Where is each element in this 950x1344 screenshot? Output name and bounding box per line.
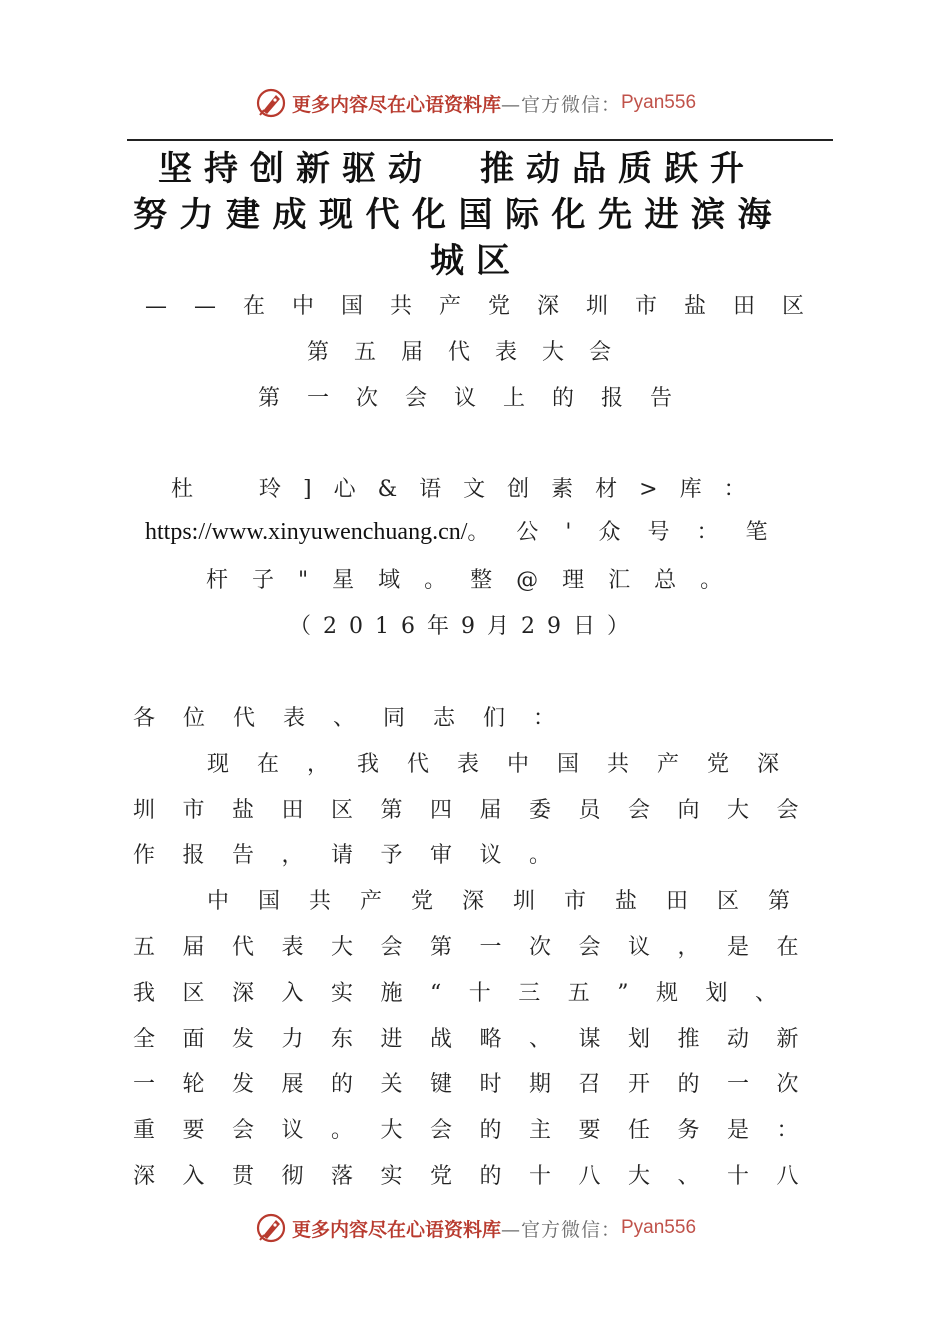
pen-nib-logo-icon [254, 86, 288, 120]
title-line-1: 坚持创新驱动 推动品质跃升 [158, 149, 756, 189]
watermark-main-text: 更多内容尽在心语资料库 [291, 93, 501, 116]
paragraph-2-line-5: 一轮发展的关键时期召开的一次 [133, 1072, 827, 1097]
author-line-1: 杜 玲]心&语文创素材>库： [171, 477, 768, 502]
title-line-3: 城区 [430, 241, 522, 281]
paragraph-2-line-4: 全面发力东进战略、谋划推动新 [133, 1027, 827, 1052]
paragraph-2-line-6: 重要会议。大会的主要任务是： [133, 1118, 827, 1143]
watermark-wechat-id: Pyan556 [621, 92, 697, 113]
salutation: 各位代表、同志们： [133, 706, 584, 731]
watermark-banner-bottom [0, 1208, 950, 1248]
paragraph-1-line-3: 作报告，请予审议。 [133, 843, 579, 868]
title-line-2: 努力建成现代化国际化先进滨海 [133, 195, 784, 235]
watermark-banner-top [0, 83, 950, 123]
subtitle-line-3: 第一次会议上的报告 [258, 386, 700, 411]
paragraph-2-line-2: 五届代表大会第一次会议，是在 [133, 935, 827, 960]
paragraph-2-line-7: 深入贯彻落实党的十八大、十八 [133, 1164, 827, 1189]
watermark-main-text: 更多内容尽在心语资料库 [291, 1218, 501, 1241]
report-date: （2016年9月29日） [289, 614, 641, 639]
source-url-link[interactable]: https://www.xinyuwenchuang.cn/ [145, 519, 468, 545]
pen-nib-logo-icon [254, 1211, 288, 1245]
author-line-2-rest: 。公'众号：笔 [467, 520, 795, 545]
paragraph-1-line-2: 圳市盐田区第四届委员会向大会 [133, 798, 827, 823]
author-line-2 [145, 515, 794, 546]
watermark-separator-text: —官方微信： [500, 1218, 621, 1241]
watermark-wechat-id: Pyan556 [621, 1217, 697, 1238]
paragraph-2-line-3: 我区深入实施“十三五”规划、 [133, 981, 805, 1006]
subtitle-line-1: ——在中国共产党深圳市盐田区 [145, 294, 832, 319]
paragraph-2-line-1: 中国共产党深圳市盐田区第 [207, 889, 820, 914]
watermark-separator-text: —官方微信： [500, 93, 621, 116]
paragraph-1-line-1: 现在，我代表中国共产党深 [207, 752, 808, 777]
author-line-3: 杆子"星域。整@理汇总。 [206, 568, 747, 593]
subtitle-line-2: 第五届代表大会 [307, 340, 637, 365]
